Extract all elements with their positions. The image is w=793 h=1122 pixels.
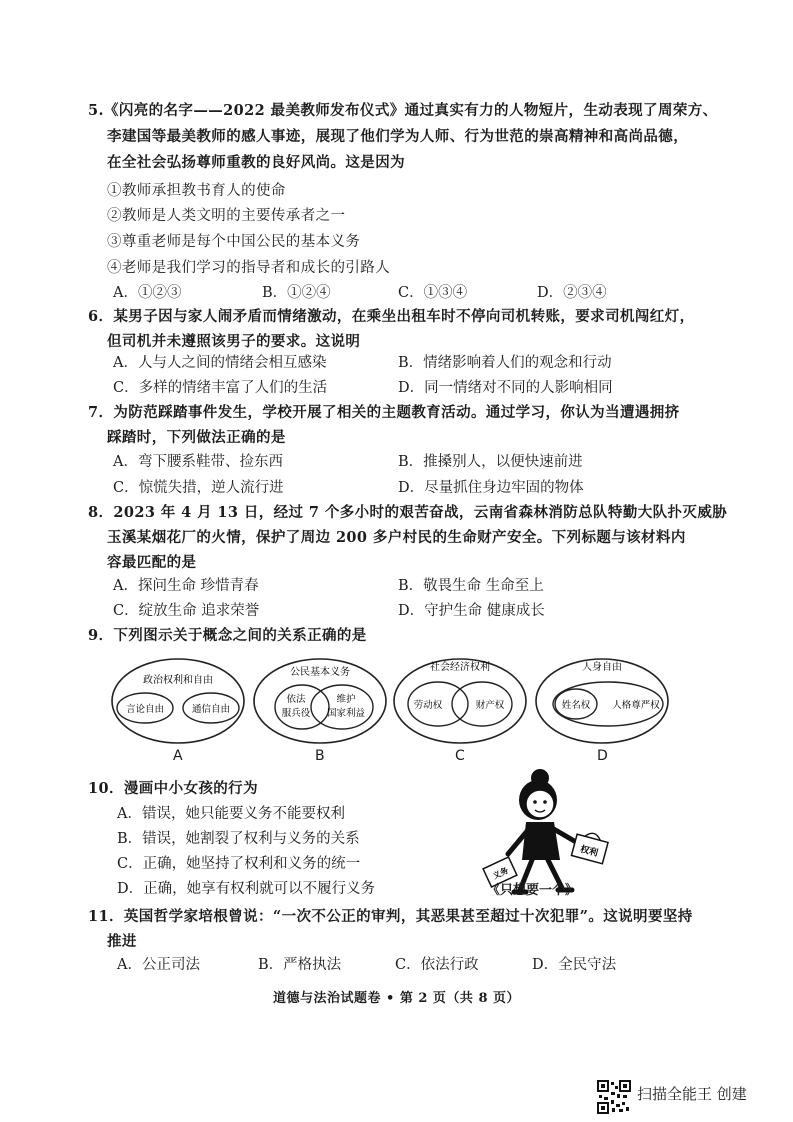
q5-option-d: D．②③④ bbox=[537, 285, 607, 301]
q5-option-b: B．①②④ bbox=[262, 285, 331, 301]
q8-option-a: A．探问生命 珍惜青春 bbox=[113, 578, 259, 594]
q5-option-a: A．①②③ bbox=[113, 285, 182, 301]
q10-line1: 10．漫画中小女孩的行为 bbox=[88, 780, 258, 797]
page-footer: 道德与法治试题卷 • 第 2 页（共 8 页） bbox=[272, 991, 521, 1006]
q5-statement-2: ②教师是人类文明的主要传承者之一 bbox=[107, 208, 346, 224]
q6-option-c: C．多样的情绪丰富了人们的生活 bbox=[113, 380, 328, 396]
q8-line1: 8．2023 年 4 月 13 日，经过 7 个多小时的艰苦奋战，云南省森林消防总队特勤大队扑灭威胁 bbox=[88, 504, 728, 521]
q7-option-d: D．尽量抓住身边牢固的物体 bbox=[398, 480, 584, 496]
q9-d-inner-2: 人格尊严权 bbox=[612, 700, 660, 711]
q9-a-outer-label: 政治权利和自由 bbox=[143, 675, 213, 686]
q10-comic-bag-duties: 义务 bbox=[491, 865, 510, 881]
q10-option-d: D．正确，她享有权利就可以不履行义务 bbox=[117, 881, 376, 897]
q5-statement-4: ④老师是我们学习的指导者和成长的引路人 bbox=[107, 260, 391, 276]
q11-option-b: B．严格执法 bbox=[258, 957, 342, 973]
q9-b-inner-2a: 维护 bbox=[336, 694, 356, 705]
q5-line2: 李建国等最美教师的感人事迹，展现了他们学为人师、行为世范的崇高精神和高尚品德， bbox=[107, 128, 689, 145]
q5-line3: 在全社会弘扬尊师重教的良好风尚。这是因为 bbox=[107, 154, 405, 171]
q5-option-c: C．①③④ bbox=[398, 285, 468, 301]
q9-a-inner-2: 通信自由 bbox=[191, 704, 231, 715]
q5-statement-1: ①教师承担教书育人的使命 bbox=[107, 183, 286, 199]
q10-option-a: A．错误，她只能要义务不能要权利 bbox=[117, 806, 345, 822]
q11-line2: 推进 bbox=[107, 933, 137, 950]
q8-option-d: D．守护生命 健康成长 bbox=[398, 603, 545, 619]
q8-option-c: C．绽放生命 追求荣誉 bbox=[113, 603, 260, 619]
q9-b-inner-2b: 国家利益 bbox=[326, 708, 366, 719]
q10-comic-caption: 《只想要一个》 bbox=[487, 883, 579, 898]
q10-comic-bag-rights: 权利 bbox=[578, 844, 599, 860]
q7-line2: 踩踏时，下列做法正确的是 bbox=[107, 429, 286, 446]
q7-option-b: B．推搡别人，以便快速前进 bbox=[398, 454, 583, 470]
q9-line1: 9．下列图示关于概念之间的关系正确的是 bbox=[88, 627, 367, 644]
q8-option-b: B．敬畏生命 生命至上 bbox=[398, 578, 544, 594]
q9-label-a: A bbox=[173, 748, 183, 764]
scanner-watermark bbox=[597, 1080, 777, 1112]
q9-c-outer-label: 社会经济权利 bbox=[430, 662, 490, 673]
q9-label-c: C bbox=[455, 748, 465, 764]
q9-d-outer-label: 人身自由 bbox=[582, 662, 622, 673]
q10-option-b: B．错误，她割裂了权利与义务的关系 bbox=[117, 831, 360, 847]
q7-option-a: A．弯下腰系鞋带、捡东西 bbox=[113, 454, 283, 470]
q9-c-inner-1: 劳动权 bbox=[413, 700, 443, 711]
q9-b-outer-label: 公民基本义务 bbox=[290, 667, 350, 678]
q7-line1: 7．为防范踩踏事件发生，学校开展了相关的主题教育活动。通过学习，你认为当遭遇拥挤 bbox=[88, 404, 680, 421]
q6-line1: 6．某男子因与家人闹矛盾而情绪激动，在乘坐出租车时不停向司机转账，要求司机闯红灯， bbox=[88, 308, 695, 325]
q11-line1: 11．英国哲学家培根曾说：“一次不公正的审判，其恶果甚至超过十次犯罪”。这说明要坚持 bbox=[88, 908, 693, 925]
q9-label-d: D bbox=[597, 748, 608, 764]
q7-option-c: C．惊慌失措，逆人流行进 bbox=[113, 480, 284, 496]
q8-line2: 玉溪某烟花厂的火情，保护了周边 200 多户村民的生命财产安全。下列标题与该材料内 bbox=[107, 529, 686, 546]
q6-option-a: A．人与人之间的情绪会相互感染 bbox=[113, 355, 327, 371]
q5-statement-3: ③尊重老师是每个中国公民的基本义务 bbox=[107, 234, 361, 250]
q9-b-inner-1b: 服兵役 bbox=[281, 708, 311, 719]
q9-a-inner-1: 言论自由 bbox=[125, 704, 165, 715]
q5-line1: 5.《闪亮的名字——2022 最美教师发布仪式》通过真实有力的人物短片，生动表现了周荣方、 bbox=[88, 102, 718, 119]
q9-c-inner-2: 财产权 bbox=[475, 700, 505, 711]
q11-option-c: C．依法行政 bbox=[395, 957, 479, 973]
q9-label-b: B bbox=[315, 748, 325, 764]
q11-option-a: A．公正司法 bbox=[117, 957, 200, 973]
q10-option-c: C．正确，她坚持了权利和义务的统一 bbox=[117, 856, 361, 872]
q6-line2: 但司机并未遵照该男子的要求。这说明 bbox=[107, 333, 361, 350]
q6-option-b: B．情绪影响着人们的观念和行动 bbox=[398, 355, 612, 371]
qr-code-icon bbox=[597, 1080, 631, 1114]
q6-option-d: D．同一情绪对不同的人影响相同 bbox=[398, 380, 613, 396]
q8-line3: 容最匹配的是 bbox=[107, 554, 197, 571]
q11-option-d: D．全民守法 bbox=[532, 957, 617, 973]
scanner-watermark-text: 扫描全能王 创建 bbox=[637, 1085, 747, 1103]
q9-b-inner-1a: 依法 bbox=[286, 694, 306, 705]
q9-d-inner-1: 姓名权 bbox=[561, 700, 591, 711]
